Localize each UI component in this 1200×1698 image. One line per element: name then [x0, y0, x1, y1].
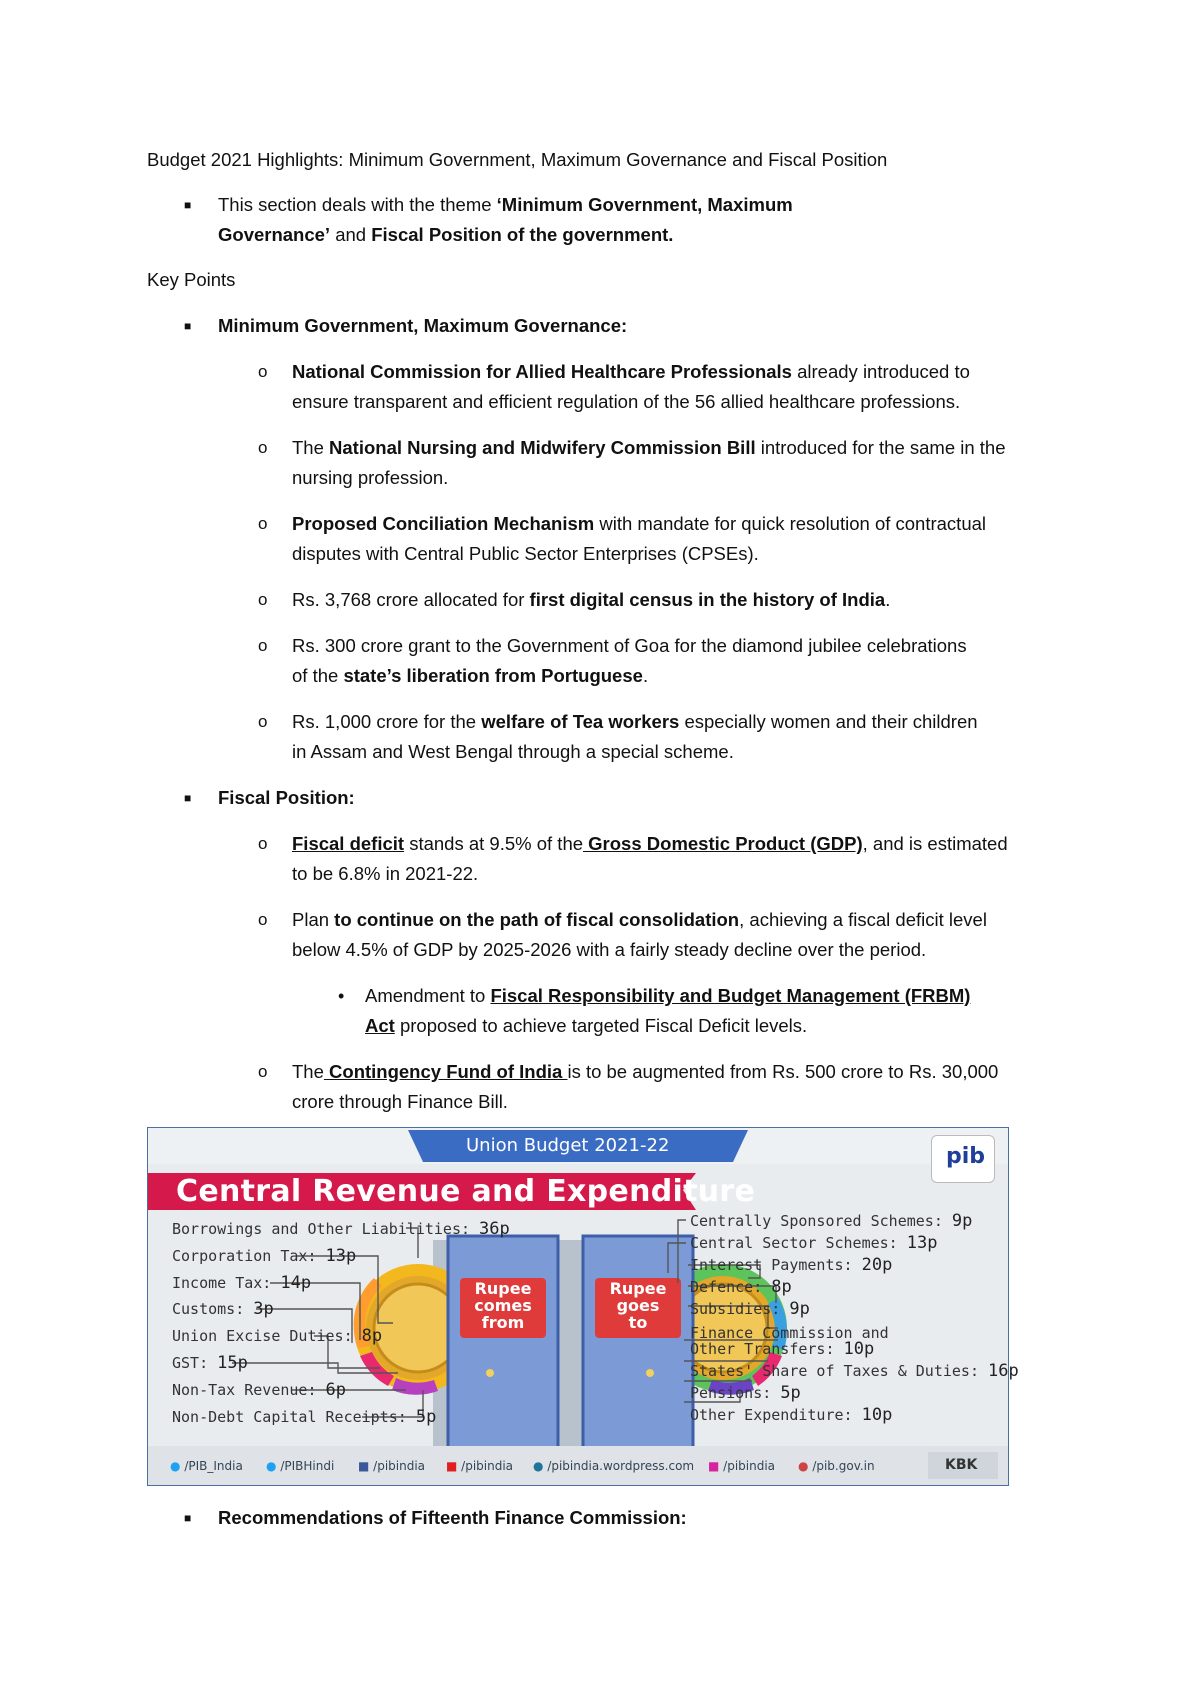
expenditure-item [690, 1277, 792, 1297]
mg-item-2-a: The [292, 437, 330, 458]
revenue-label: Corporation Tax: [172, 1247, 326, 1265]
bullet-square-icon: ■ [184, 791, 192, 805]
social-label: /PIB_India [184, 1459, 243, 1473]
revenue-item [172, 1326, 382, 1346]
youtube-handle[interactable] [446, 1459, 513, 1473]
expenditure-value: 16p [988, 1361, 1019, 1381]
expenditure-item [690, 1255, 892, 1275]
bullet-circle-icon: o [258, 590, 268, 609]
recommendations-heading: Recommendations of Fifteenth Finance Commission: [218, 1507, 687, 1528]
social-label: /pib.gov.in [812, 1459, 875, 1473]
mg-item-5-line-2 [292, 661, 648, 691]
twitter-icon: ● [170, 1459, 181, 1473]
expenditure-label: Pensions: [690, 1384, 781, 1402]
expenditure-value: 13p [906, 1233, 938, 1253]
left-door [448, 1236, 558, 1451]
social-label: /pibindia [461, 1459, 514, 1473]
revenue-label: Customs: [172, 1300, 254, 1318]
fp-item-1-line-2: to be 6.8% in 2021-22. [292, 863, 479, 884]
mg-item-2 [292, 433, 1006, 463]
revenue-label: Borrowings and Other Liabilities: [172, 1220, 480, 1238]
revenue-label: GST: [172, 1354, 218, 1372]
expenditure-label: Other Transfers: [690, 1340, 844, 1358]
left-door-word-3: from [481, 1313, 525, 1332]
pib-logo-text: pib [946, 1144, 986, 1169]
fp-item-3-line-2: crore through Finance Bill. [292, 1091, 508, 1112]
social-label: /pibindia [373, 1459, 426, 1473]
fp-sub-line-2 [365, 1011, 807, 1041]
pib-logo [931, 1135, 995, 1183]
intro-line-1 [218, 190, 793, 220]
fp-item-3-c: is to be augmented from Rs. 500 crore to Rs. 30,000 [567, 1061, 999, 1082]
expenditure-label: Other Expenditure: [690, 1406, 862, 1424]
fp-item-2 [292, 905, 987, 935]
right-door [583, 1236, 693, 1451]
mg-item-1-line-2: ensure transparent and efficient regulation of the 56 allied healthcare professions. [292, 391, 961, 412]
mg-item-1-text: already introduced to [791, 361, 970, 382]
left-door-text [460, 1280, 546, 1331]
expenditure-value: 10p [861, 1405, 893, 1425]
infographic-banner: Union Budget 2021-22 [466, 1135, 670, 1156]
left-door-word-2: comes [474, 1296, 532, 1315]
fp-item-1-a: stands at 9.5% of the [404, 833, 584, 854]
mg-item-4 [292, 585, 890, 615]
revenue-value: 15p [217, 1353, 248, 1373]
fiscal-deficit-link[interactable]: Fiscal deficit [292, 833, 405, 854]
expenditure-label: Centrally Sponsored Schemes: [690, 1212, 952, 1230]
mg-item-2-text: introduced for the same in the [755, 437, 1006, 458]
mg-item-4-a: Rs. 3,768 crore allocated for [292, 589, 530, 610]
bullet-circle-icon: o [258, 438, 268, 457]
wordpress-icon: ● [533, 1459, 544, 1473]
mg-heading: Minimum Government, Maximum Governance: [218, 315, 628, 336]
mg-item-3-bold: Proposed Conciliation Mechanism [292, 513, 595, 534]
mg-item-2-line-2: nursing profession. [292, 467, 449, 488]
bullet-square-icon: ■ [184, 1511, 192, 1525]
expenditure-item [690, 1361, 1019, 1381]
expenditure-value: 5p [780, 1383, 801, 1403]
expenditure-value: 9p [789, 1299, 810, 1319]
fp-item-2-line-2: below 4.5% of GDP by 2025-2026 with a fairly steady decline over the period. [292, 939, 927, 960]
fp-item-3-a: The [292, 1061, 324, 1082]
bullet-square-icon: ■ [184, 198, 192, 212]
social-label: /pibindia.wordpress.com [547, 1459, 695, 1473]
instagram-icon: ■ [708, 1459, 720, 1473]
gdp-link[interactable]: Gross Domestic Product (GDP) [583, 833, 863, 854]
fp-item-2-c: , achieving a fiscal deficit level [739, 909, 987, 930]
mg-item-4-bold: first digital census in the history of India [529, 589, 886, 610]
mg-item-6-bold: welfare of Tea workers [481, 711, 680, 732]
right-door-word-3: to [628, 1313, 648, 1332]
mg-item-5: Rs. 300 crore grant to the Government of Goa for the diamond jubilee celebrations [292, 635, 967, 656]
expenditure-label: Defence: [690, 1278, 772, 1296]
revenue-value: 8p [361, 1326, 383, 1346]
fp-sub-item [365, 981, 970, 1011]
expenditure-value: 9p [951, 1211, 973, 1231]
revenue-item [172, 1299, 274, 1319]
revenue-value: 6p [325, 1380, 347, 1400]
bullet-circle-icon: o [258, 1062, 268, 1081]
revenue-item [172, 1273, 311, 1293]
bullet-circle-icon: o [258, 636, 268, 655]
left-door-word-1: Rupee [474, 1279, 532, 1298]
intro-line-2 [218, 220, 673, 250]
instagram-handle[interactable] [708, 1459, 775, 1473]
mg-item-3-line-2: disputes with Central Public Sector Enterprises (CPSEs). [292, 543, 759, 564]
fp-item-3 [292, 1057, 998, 1087]
mg-item-5-bold: state’s liberation from Portuguese [343, 665, 643, 686]
expenditure-label: Central Sector Schemes: [690, 1234, 907, 1252]
mg-item-3-text: with mandate for quick resolution of contractual [594, 513, 987, 534]
bullet-circle-icon: o [258, 514, 268, 533]
revenue-value: 5p [415, 1407, 437, 1427]
expenditure-label: States' Share of Taxes & Duties: [690, 1362, 989, 1380]
expenditure-value: 10p [843, 1339, 875, 1359]
fp-sub-c: proposed to achieve targeted Fiscal Deficit levels. [394, 1015, 808, 1036]
fp-heading: Fiscal Position: [218, 787, 355, 808]
revenue-item [172, 1353, 248, 1373]
mg-item-6 [292, 707, 978, 737]
expenditure-value: 20p [861, 1255, 893, 1275]
mg-item-3 [292, 509, 986, 539]
revenue-item [172, 1219, 510, 1239]
mg-item-5-l2a: of the [292, 665, 344, 686]
page-title: Budget 2021 Highlights: Minimum Government, Maximum Governance and Fiscal Position [147, 149, 888, 170]
expenditure-label: Interest Payments: [690, 1256, 862, 1274]
facebook-handle[interactable] [358, 1459, 425, 1473]
social-label: /PIBHindi [280, 1459, 335, 1473]
infographic-title: Central Revenue and Expenditure [176, 1174, 756, 1209]
twitter-handle[interactable] [170, 1459, 243, 1473]
twitter-hindi-handle[interactable] [266, 1459, 334, 1473]
intro-text-c: and [330, 224, 372, 245]
fp-item-1-c: , and is estimated [862, 833, 1008, 854]
intro-theme-bold: ‘Minimum Government, Maximum [496, 194, 793, 215]
mg-item-1 [292, 357, 970, 387]
bullet-circle-icon: o [258, 834, 268, 853]
intro-fiscal-bold: Fiscal Position of the government. [371, 224, 674, 245]
mg-item-6-line-2: in Assam and West Bengal through a special scheme. [292, 741, 734, 762]
right-door-word-2: goes [616, 1296, 660, 1315]
bullet-circle-icon: o [258, 362, 268, 381]
expenditure-label: Finance Commission and [690, 1324, 889, 1342]
key-points-heading: Key Points [147, 269, 236, 290]
expenditure-item [690, 1211, 972, 1231]
fp-item-2-a: Plan [292, 909, 335, 930]
expenditure-label: Subsidies: [690, 1300, 790, 1318]
youtube-icon: ■ [446, 1459, 458, 1473]
intro-theme-bold-2: Governance’ [218, 224, 331, 245]
revenue-item [172, 1380, 346, 1400]
right-door-word-1: Rupee [609, 1279, 667, 1298]
revenue-value: 14p [280, 1273, 312, 1293]
expenditure-item [690, 1233, 937, 1253]
bullet-dot-icon: • [338, 986, 345, 1006]
bullet-circle-icon: o [258, 712, 268, 731]
revenue-label: Non-Debt Capital Receipts: [172, 1408, 416, 1426]
mg-item-1-bold: National Commission for Allied Healthcare Professionals [292, 361, 792, 382]
mg-item-4-c: . [885, 589, 891, 610]
globe-icon: ● [798, 1459, 809, 1473]
expenditure-item [690, 1339, 874, 1359]
revenue-item [172, 1246, 356, 1266]
frbm-act-link[interactable]: Act [365, 1015, 395, 1036]
bullet-circle-icon: o [258, 910, 268, 929]
intro-text-a: This section deals with the theme [218, 194, 497, 215]
social-label: /pibindia [723, 1459, 776, 1473]
mg-item-6-a: Rs. 1,000 crore for the [292, 711, 482, 732]
fp-sub-a: Amendment to [365, 985, 491, 1006]
expenditure-item [690, 1405, 892, 1425]
revenue-value: 36p [479, 1219, 510, 1239]
twitter-icon: ● [266, 1459, 277, 1473]
revenue-label: Income Tax: [172, 1274, 281, 1292]
budget-infographic [147, 1127, 1019, 1486]
bullet-square-icon: ■ [184, 319, 192, 333]
fp-item-2-bold: to continue on the path of fiscal consolidation [334, 909, 740, 930]
mg-item-6-c: especially women and their children [679, 711, 978, 732]
revenue-label: Union Excise Duties: [172, 1327, 362, 1345]
wordpress-handle[interactable] [533, 1459, 694, 1473]
revenue-item [172, 1407, 436, 1427]
expenditure-item [690, 1299, 810, 1319]
frbm-link[interactable]: Fiscal Responsibility and Budget Management (FRBM) [490, 985, 971, 1006]
revenue-value: 13p [325, 1246, 357, 1266]
website-handle[interactable] [798, 1459, 875, 1473]
mg-item-5-l2c: . [642, 665, 649, 686]
expenditure-item [690, 1383, 801, 1403]
fp-item-1 [292, 829, 1008, 859]
revenue-value: 3p [253, 1299, 274, 1319]
credit-label: KBK [945, 1457, 978, 1473]
contingency-fund-link[interactable]: Contingency Fund of India [323, 1061, 568, 1082]
right-door-text [595, 1280, 681, 1331]
mg-item-2-bold: National Nursing and Midwifery Commission Bill [329, 437, 756, 458]
revenue-label: Non-Tax Revenue: [172, 1381, 326, 1399]
expenditure-value: 8p [771, 1277, 792, 1297]
facebook-icon: ■ [358, 1459, 370, 1473]
